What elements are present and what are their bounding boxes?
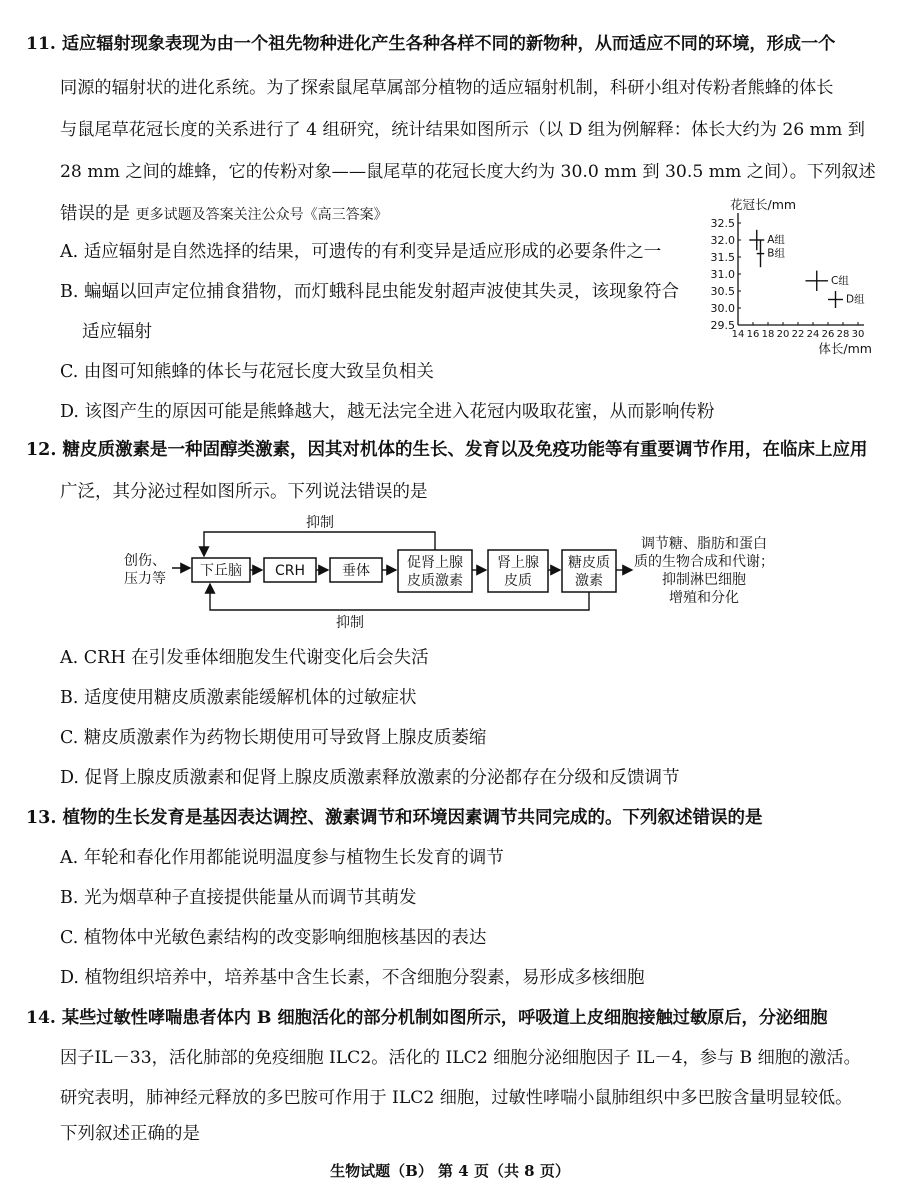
hormone-flow-diagram — [110, 510, 800, 635]
point-label: B组 — [767, 247, 785, 260]
q13-option-d: D. 植物组织培养中，培养基中含生长素，不含细胞分裂素，易形成多核细胞 — [60, 968, 645, 988]
q14-stem-line-4: 下列叙述正确的是 — [60, 1124, 200, 1144]
y-axis-label: 花冠长/mm — [730, 197, 797, 212]
q11-stem-line-3: 与鼠尾草花冠长度的关系进行了 4 组研究，统计结果如图所示（以 D 组为例解释：体长大约为 26 mm 到 — [60, 120, 865, 140]
point-label: C组 — [831, 274, 849, 287]
box-acth-label-2: 皮质激素 — [407, 573, 463, 589]
y-tick-label: 29.5 — [710, 319, 735, 332]
page-footer: 生物试题（B） 第 4 页（共 8 页） — [330, 1162, 570, 1180]
top-inhibit-label: 抑制 — [306, 515, 334, 531]
y-tick-label: 32.0 — [710, 234, 735, 247]
box-gc-label-1: 糖皮质 — [568, 555, 610, 571]
q14-stem-line-3: 研究表明，肺神经元释放的多巴胺可作用于 ILC2 细胞，过敏性哮喘小鼠肺组织中多巴胺含量明显较低。 — [60, 1088, 853, 1108]
y-tick-label: 32.5 — [710, 217, 735, 230]
effect-line-2: 质的生物合成和代谢； — [634, 554, 774, 570]
y-tick-label: 31.0 — [710, 268, 735, 281]
q11-stem-line-2: 同源的辐射状的进化系统。为了探索鼠尾草属部分植物的适应辐射机制，科研小组对传粉者熊蜂的体长 — [60, 78, 834, 98]
q14-stem-line-2: 因子IL－33，活化肺部的免疫细胞 ILC2。活化的 ILC2 细胞分泌细胞因子 IL－4，参与 B 细胞的激活。 — [60, 1048, 861, 1068]
q12-option-d: D. 促肾上腺皮质激素和促肾上腺皮质激素释放激素的分泌都存在分级和反馈调节 — [60, 768, 680, 788]
x-tick-label: 24 — [806, 329, 820, 340]
x-tick-label: 14 — [731, 329, 745, 340]
y-tick-label: 30.0 — [710, 302, 735, 315]
q11-option-b: B. 蝙蝠以回声定位捕食猎物，而灯蛾科昆虫能发射超声波使其失灵，该现象符合 — [60, 282, 679, 302]
y-tick-label: 31.5 — [710, 251, 735, 264]
effect-line-3: 抑制淋巴细胞 — [662, 572, 746, 588]
bottom-inhibit-label: 抑制 — [336, 615, 364, 631]
q11-option-c: C. 由图可知熊蜂的体长与花冠长度大致呈负相关 — [60, 362, 434, 382]
effect-line-1: 调节糖、脂肪和蛋白 — [641, 536, 767, 552]
q11-option-d: D. 该图产生的原因可能是熊蜂越大，越无法完全进入花冠内吸取花蜜，从而影响传粉 — [60, 402, 715, 422]
box-acth-label-1: 促肾上腺 — [407, 555, 463, 571]
q11-option-a: A. 适应辐射是自然选择的结果，可遗传的有利变异是适应形成的必要条件之一 — [60, 242, 662, 262]
q11-stem-line-4: 28 mm 之间的雄蜂，它的传粉对象——鼠尾草的花冠长度大约为 30.0 mm 到 30.5 mm 之间）。下列叙述 — [60, 162, 876, 182]
box-gc-label-2: 激素 — [575, 573, 603, 589]
q14-stem-line-1: 14. 某些过敏性哮喘患者体内 B 细胞活化的部分机制如图所示，呼吸道上皮细胞接触过敏原后，分泌细胞 — [26, 1008, 828, 1028]
effect-line-4: 增殖和分化 — [669, 590, 739, 606]
q11-stem-tail: 错误的是 — [60, 204, 130, 224]
q12-stem-line-1: 12. 糖皮质激素是一种固醇类激素，因其对机体的生长、发育以及免疫功能等有重要调节作用，在临床上应用 — [26, 440, 868, 460]
q13-stem: 13. 植物的生长发育是基因表达调控、激素调节和环境因素调节共同完成的。下列叙述错误的是 — [26, 808, 763, 828]
bottom-inhibit-arrow — [210, 584, 589, 610]
q11-option-b-cont: 适应辐射 — [82, 322, 152, 342]
x-tick-label: 22 — [791, 329, 805, 340]
box-pituitary-label: 垂体 — [342, 563, 370, 579]
x-tick-label: 30 — [851, 329, 865, 340]
box-crh-label: CRH — [274, 563, 306, 579]
q12-stem-line-2: 广泛，其分泌过程如图所示。下列说法错误的是 — [60, 482, 428, 502]
x-tick-label: 26 — [821, 329, 835, 340]
scatter-chart — [700, 195, 885, 370]
q13-option-c: C. 植物体中光敏色素结构的改变影响细胞核基因的表达 — [60, 928, 487, 948]
q13-option-b: B. 光为烟草种子直接提供能量从而调节其萌发 — [60, 888, 417, 908]
input-label-2: 压力等 — [124, 571, 166, 587]
q13-option-a: A. 年轮和春化作用都能说明温度参与植物生长发育的调节 — [60, 848, 504, 868]
q12-option-b: B. 适度使用糖皮质激素能缓解机体的过敏症状 — [60, 688, 417, 708]
point-label: D组 — [846, 293, 865, 306]
x-tick-label: 20 — [776, 329, 790, 340]
box-adrenal-label-2: 皮质 — [504, 573, 532, 589]
x-tick-label: 18 — [761, 329, 775, 340]
x-tick-label: 28 — [836, 329, 850, 340]
input-label-1: 创伤、 — [124, 553, 166, 569]
point-label: A组 — [767, 234, 785, 246]
x-axis-label: 体长/mm — [818, 341, 872, 356]
box-adrenal-label-1: 肾上腺 — [497, 555, 539, 571]
y-tick-label: 30.5 — [710, 285, 735, 298]
x-tick-label: 16 — [746, 329, 760, 340]
q11-stem-line-1: 11. 适应辐射现象表现为由一个祖先物种进化产生各种各样不同的新物种，从而适应不同的环境，形成一个 — [26, 34, 836, 54]
q11-stem-line-5 — [60, 202, 388, 227]
box-hypothalamus-label: 下丘脑 — [200, 563, 242, 579]
top-inhibit-arrow — [204, 532, 435, 556]
q12-option-a: A. CRH 在引发垂体细胞发生代谢变化后会失活 — [60, 648, 429, 668]
q12-option-c: C. 糖皮质激素作为药物长期使用可导致肾上腺皮质萎缩 — [60, 728, 487, 748]
ad-note: 更多试题及答案关注公众号《高三答案》 — [135, 207, 388, 223]
